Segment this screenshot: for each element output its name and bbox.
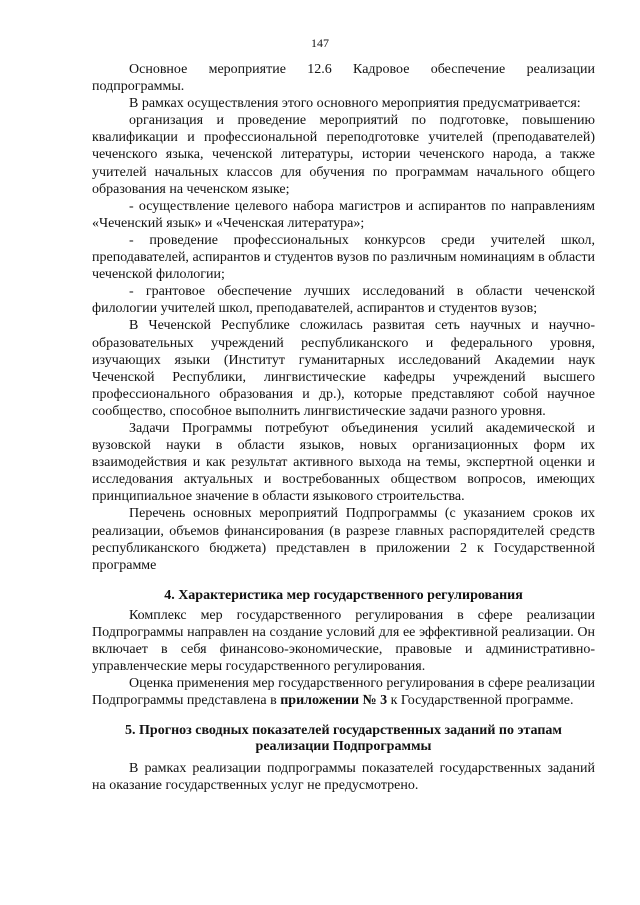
list-item-grants: - грантовое обеспечение лучших исследований в области чеченской филологии учителей школ, преподавателей, аспирантов и студентов вузов; [92,284,595,317]
list-item-recruitment: - осуществление целевого набора магистров и аспирантов по направлениям «Чеченский язык» и «Чеченская литература»; [92,198,595,231]
page-number: 147 [311,36,329,50]
list-item-contests: - проведение профессиональных конкурсов среди учителей школ, преподавателей, аспирантов и студентов вузов по различным номинациям в области чеченской филологии; [92,232,595,283]
appendix-reference: приложении № 3 [280,693,388,709]
paragraph-regulation-assessment: Оценка применения мер государственного регулирования в сфере реализации Подпрограммы представлена в приложении № 3 к Государственной программе. [92,676,595,709]
paragraph-regulation-measures: Комплекс мер государственного регулирования в сфере реализации Подпрограммы направлен на создание условий для ее эффективной реализации. Он включает в себя финансово-экономические, правовые и административно-управленческие меры государственного регулирования. [92,607,595,675]
section-heading-5: 5. Прогноз сводных показателей государственных заданий по этапам реализации Подпрограммы [125,723,562,755]
paragraph-state-assignments: В рамках реализации подпрограммы показателей государственных заданий на оказание государственных услуг не предусмотрено. [92,761,595,794]
section-heading-4: 4. Характеристика мер государственного регулирования [164,587,523,603]
paragraph-activity-list: Перечень основных мероприятий Подпрограммы (с указанием сроков их реализации, объемов финансирования (в разрезе главных распорядителей средств республиканского бюджета) представлен в приложении 2 к Государственной программе [92,506,595,573]
paragraph-institutions: В Чеченской Республике сложилась развитая сеть научных и научно-образовательных учреждений республиканского и федерального уровня, изучающих языки (Институт гуманитарных исследований Академии наук Чеченской Республики, лингвистические кафедры учреждений высшего профессионального образования и др.), которые представляют собой научное сообщество, способное выполнить лингвистические задачи разного уровня. [92,318,595,419]
paragraph-tasks: Задачи Программы потребуют объединения усилий академической и вузовской науки в области языков, новых организационных форм их взаимодействия и как результат активного выхода на темы, экспертной оценки и исследования актуальных и востребованных обществом вопросов, имеющих принципиальное значение в области языкового строительства. [92,420,595,505]
paragraph-intro: В рамках осуществления этого основного мероприятия предусматривается: [129,96,581,112]
paragraph-main-activity: Основное мероприятие 12.6 Кадровое обеспечение реализации подпрограммы. [92,62,595,95]
body-text [92,61,595,795]
list-item-training: организация и проведение мероприятий по подготовке, повышению квалификации и профессиональной переподготовке учителей (преподавателей) чеченского языка, чеченской литературы, истории чеченского народа, а также учителей начальных классов для обучения по программам начального общего образования на чеченском языке; [92,113,595,197]
